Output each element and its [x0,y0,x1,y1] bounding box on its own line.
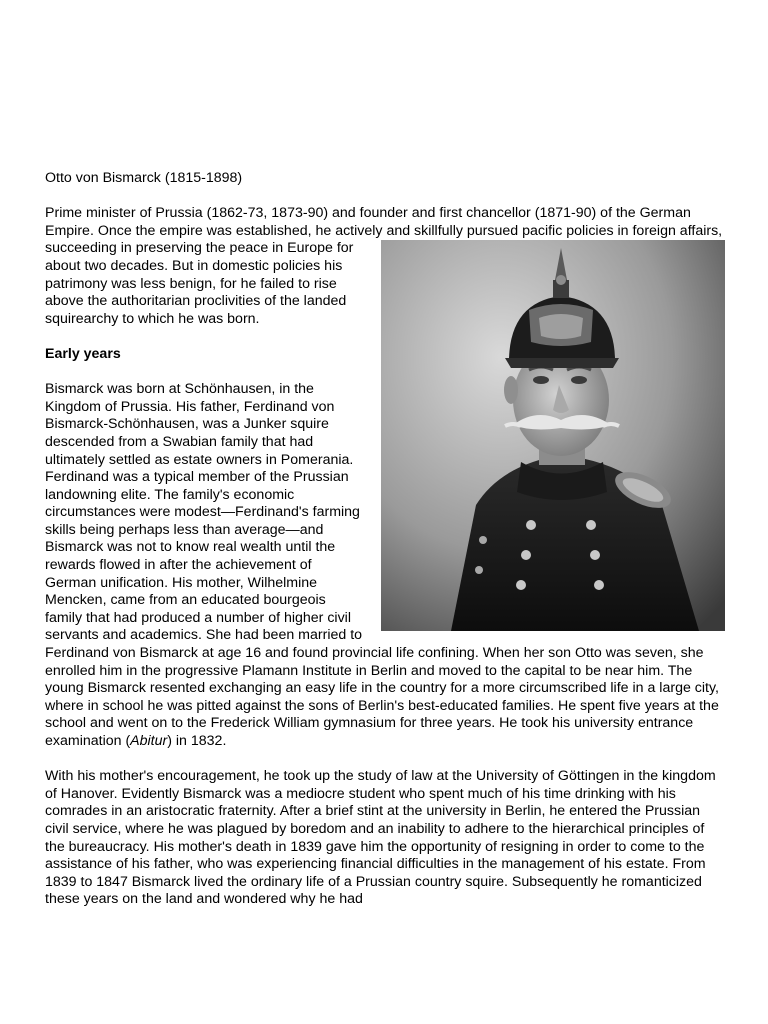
document-body [45,170,725,927]
document-title: Otto von Bismarck (1815-1898) [45,170,243,186]
intro-paragraph [45,205,725,328]
intro-text-start: Prime minister of Prussia (1862-73, 1873-90) and founder and first chancellor (1871-90) of the German Empire. Once the empire was established, he actively and skillfully pursued pacific policies in foreign affairs, succeeding in preserving the [45,205,723,257]
intro-text-end: peace in Europe for about two decades. But in domestic policies his patrimony was less benign, for he failed to rise above the authoritarian proclivities of the landed squirearchy to which he was born. [45,240,354,327]
bismarck-portrait-image [381,240,725,631]
early-years-text-b: ) in 1832. [167,733,227,749]
abitur-term: Abitur [130,733,168,749]
portrait-photo-icon [381,240,725,631]
early-years-paragraph-2: With his mother's encouragement, he took up the study of law at the University of Göttingen in the kingdom of Hanover. Evidently Bismarck was a mediocre student who spent much of his time drinking with his comrades in an aristocratic fraternity. After a brief stint at the university in Berlin, he entered the Prussian civil service, where he was plagued by boredom and an inability to adhere to the hierarchical principles of the bureaucracy. His mother's death in 1839 gave him the opportunity of resigning in order to come to the assistance of his father, who was experiencing financial difficulties in the management of his estate. From 1839 to 1847 Bismarck lived the ordinary life of a Prussian country squire. Subsequently he romanticized these years on the land and wondered why he had [45,768,716,908]
section-heading-early-years: Early years [45,345,121,362]
early-years-text-a: Bismarck was born at Schönhausen, in the Kingdom of Prussia. His father, Ferdinand von Bismarck-Schönhausen, was a Junker squire descended from a Swabian family that had ultimately settled as estate owners in Pomerania. Ferdinand was a typical member of the Prussian landowning elite. The family's economic circumstances were modest—Ferdinand's farming skills being perhaps less than average—and Bismarck was not to know real wealth until the rewards flowed in after the achievement of German unification. His mother, Wilhelmine Mencken, came from an educated bourgeois family that had produced a number of higher civil servants and academics. She had been married to Ferdinand von Bismarck at age 16 and found provincial life confining. When her son Otto was seven, she enrolled him in the progressive Plamann Institute in Berlin and moved to the capital to be near him. The young Bismarck resented exchanging an easy life in the country for a more circumscribed life in a large city, where in school he was pitted against the sons of Berlin's best-educated families. He spent five years at the school and went on to the Frederick William gymnasium for three years. He took his university entrance examination ( [45,381,719,749]
